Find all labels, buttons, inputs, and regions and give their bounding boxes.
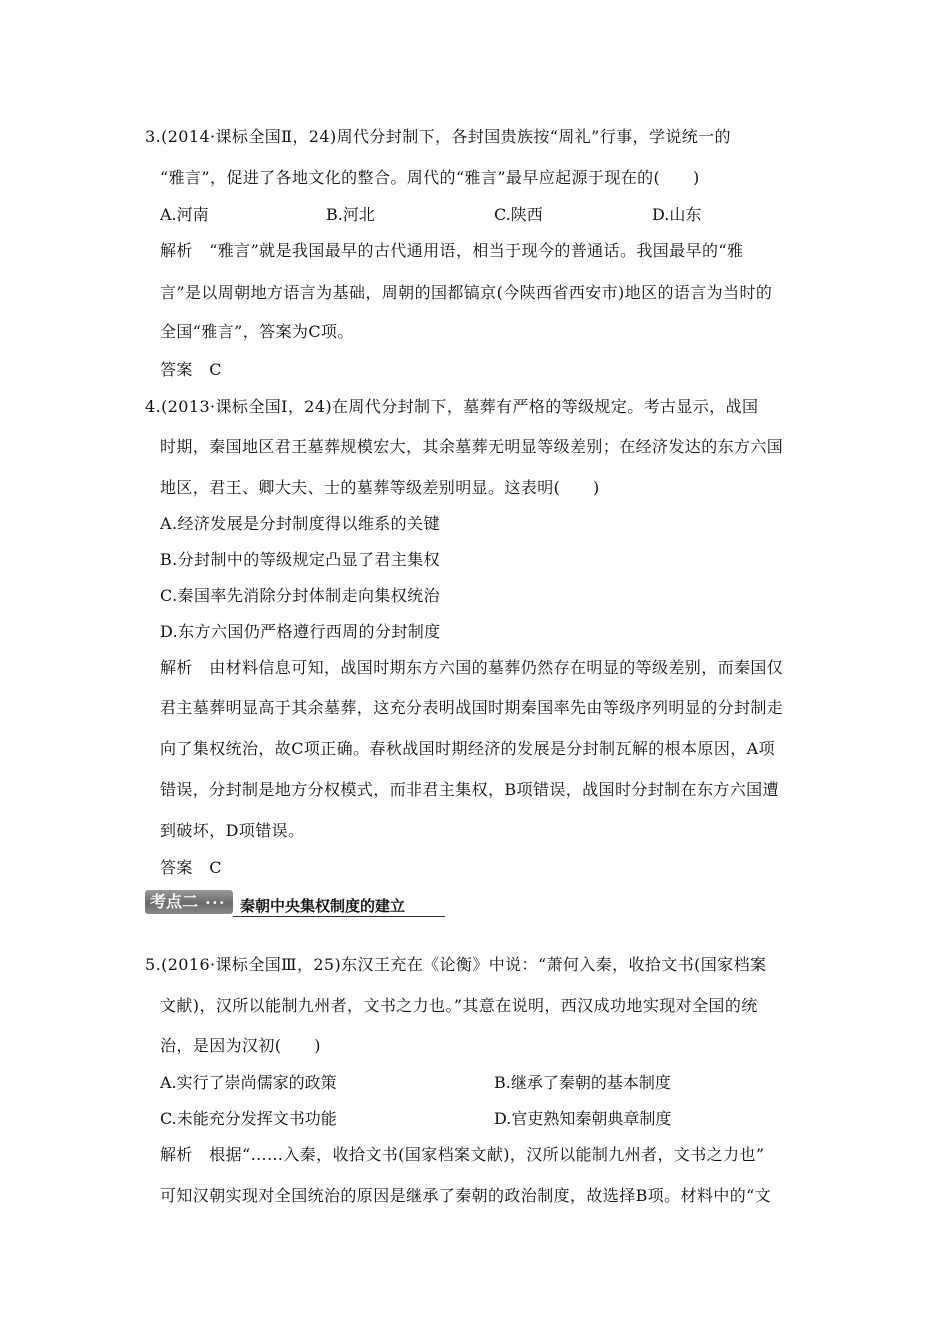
q4-stem-line-3: 地区，君王、卿大夫、士的墓葬等级差别明显。这表明( )	[160, 478, 600, 497]
q5-option-b: B.继承了秦朝的基本制度	[494, 1073, 671, 1092]
section-badge-label: 考点二	[150, 892, 199, 911]
section-title: 秦朝中央集权制度的建立	[240, 897, 406, 915]
q5-stem-line-2: 文献)，汉所以能制九州者，文书之力也。”其意在说明，西汉成功地实现对全国的统	[160, 996, 758, 1015]
q4-analysis-line-4: 错误，分封制是地方分权模式，而非君主集权，B项错误，战国时分封制在东方六国遭	[160, 780, 779, 799]
q3-option-b: B.河北	[326, 205, 375, 224]
q4-answer: 答案 C	[160, 858, 222, 877]
q3-option-c: C.陕西	[494, 205, 543, 224]
q5-option-d: D.官吏熟知秦朝典章制度	[494, 1109, 672, 1128]
q5-analysis-line-2: 可知汉朝实现对全国统治的原因是继承了秦朝的政治制度，故选择B项。材料中的“文	[160, 1186, 772, 1205]
q3-stem-line-1: 3.(2014·课标全国Ⅱ，24)周代分封制下，各封国贵族按“周礼”行事，学说统一的	[145, 127, 731, 146]
dots-icon: •••	[205, 898, 226, 909]
q4-analysis-line-5: 到破坏，D项错误。	[160, 821, 305, 840]
q3-analysis-line-1: 解析 “雅言”就是我国最早的古代通用语，相当于现今的普通话。我国最早的“雅	[160, 241, 744, 260]
q3-stem-line-2: “雅言”，促进了各地文化的整合。周代的“雅言”最早应起源于现在的( )	[160, 168, 700, 187]
section-underline	[233, 916, 445, 917]
q3-analysis-line-3: 全国“雅言”，答案为C项。	[160, 322, 354, 341]
q3-option-a: A.河南	[160, 205, 209, 224]
q3-answer: 答案 C	[160, 360, 222, 379]
section-header	[145, 890, 445, 916]
q4-analysis-line-2: 君主墓葬明显高于其余墓葬，这充分表明战国时期秦国率先由等级序列明显的分封制走	[160, 698, 784, 717]
q4-analysis-line-1: 解析 由材料信息可知，战国时期东方六国的墓葬仍然存在明显的等级差别，而秦国仅	[160, 658, 784, 677]
q5-analysis-line-1: 解析 根据“……入秦，收拾文书(国家档案文献)，汉所以能制九州者，文书之力也”	[160, 1145, 765, 1164]
q5-option-a: A.实行了崇尚儒家的政策	[160, 1073, 337, 1092]
q5-stem-line-3: 治，是因为汉初( )	[160, 1036, 321, 1055]
q4-stem-line-2: 时期，秦国地区君王墓葬规模宏大，其余墓葬无明显等级差别；在经济发达的东方六国	[160, 437, 784, 456]
q3-analysis-line-2: 言”是以周朝地方语言为基础，周朝的国都镐京(今陕西省西安市)地区的语言为当时的	[160, 283, 773, 302]
q4-option-d: D.东方六国仍严格遵行西周的分封制度	[160, 622, 441, 641]
section-badge	[145, 890, 233, 914]
q3-option-d: D.山东	[652, 205, 702, 224]
q5-stem-line-1: 5.(2016·课标全国Ⅲ，25)东汉王充在《论衡》中说：“萧何入秦，收拾文书(国家档案	[145, 955, 767, 974]
q4-option-a: A.经济发展是分封制度得以维系的关键	[160, 514, 440, 533]
q4-stem-line-1: 4.(2013·课标全国Ⅰ，24)在周代分封制下，墓葬有严格的等级规定。考古显示，战国	[145, 397, 759, 416]
q4-option-b: B.分封制中的等级规定凸显了君主集权	[160, 550, 441, 569]
q4-analysis-line-3: 向了集权统治，故C项正确。春秋战国时期经济的发展是分封制瓦解的根本原因，A项	[160, 739, 775, 758]
q5-option-c: C.未能充分发挥文书功能	[160, 1109, 337, 1128]
q4-option-c: C.秦国率先消除分封体制走向集权统治	[160, 586, 440, 605]
